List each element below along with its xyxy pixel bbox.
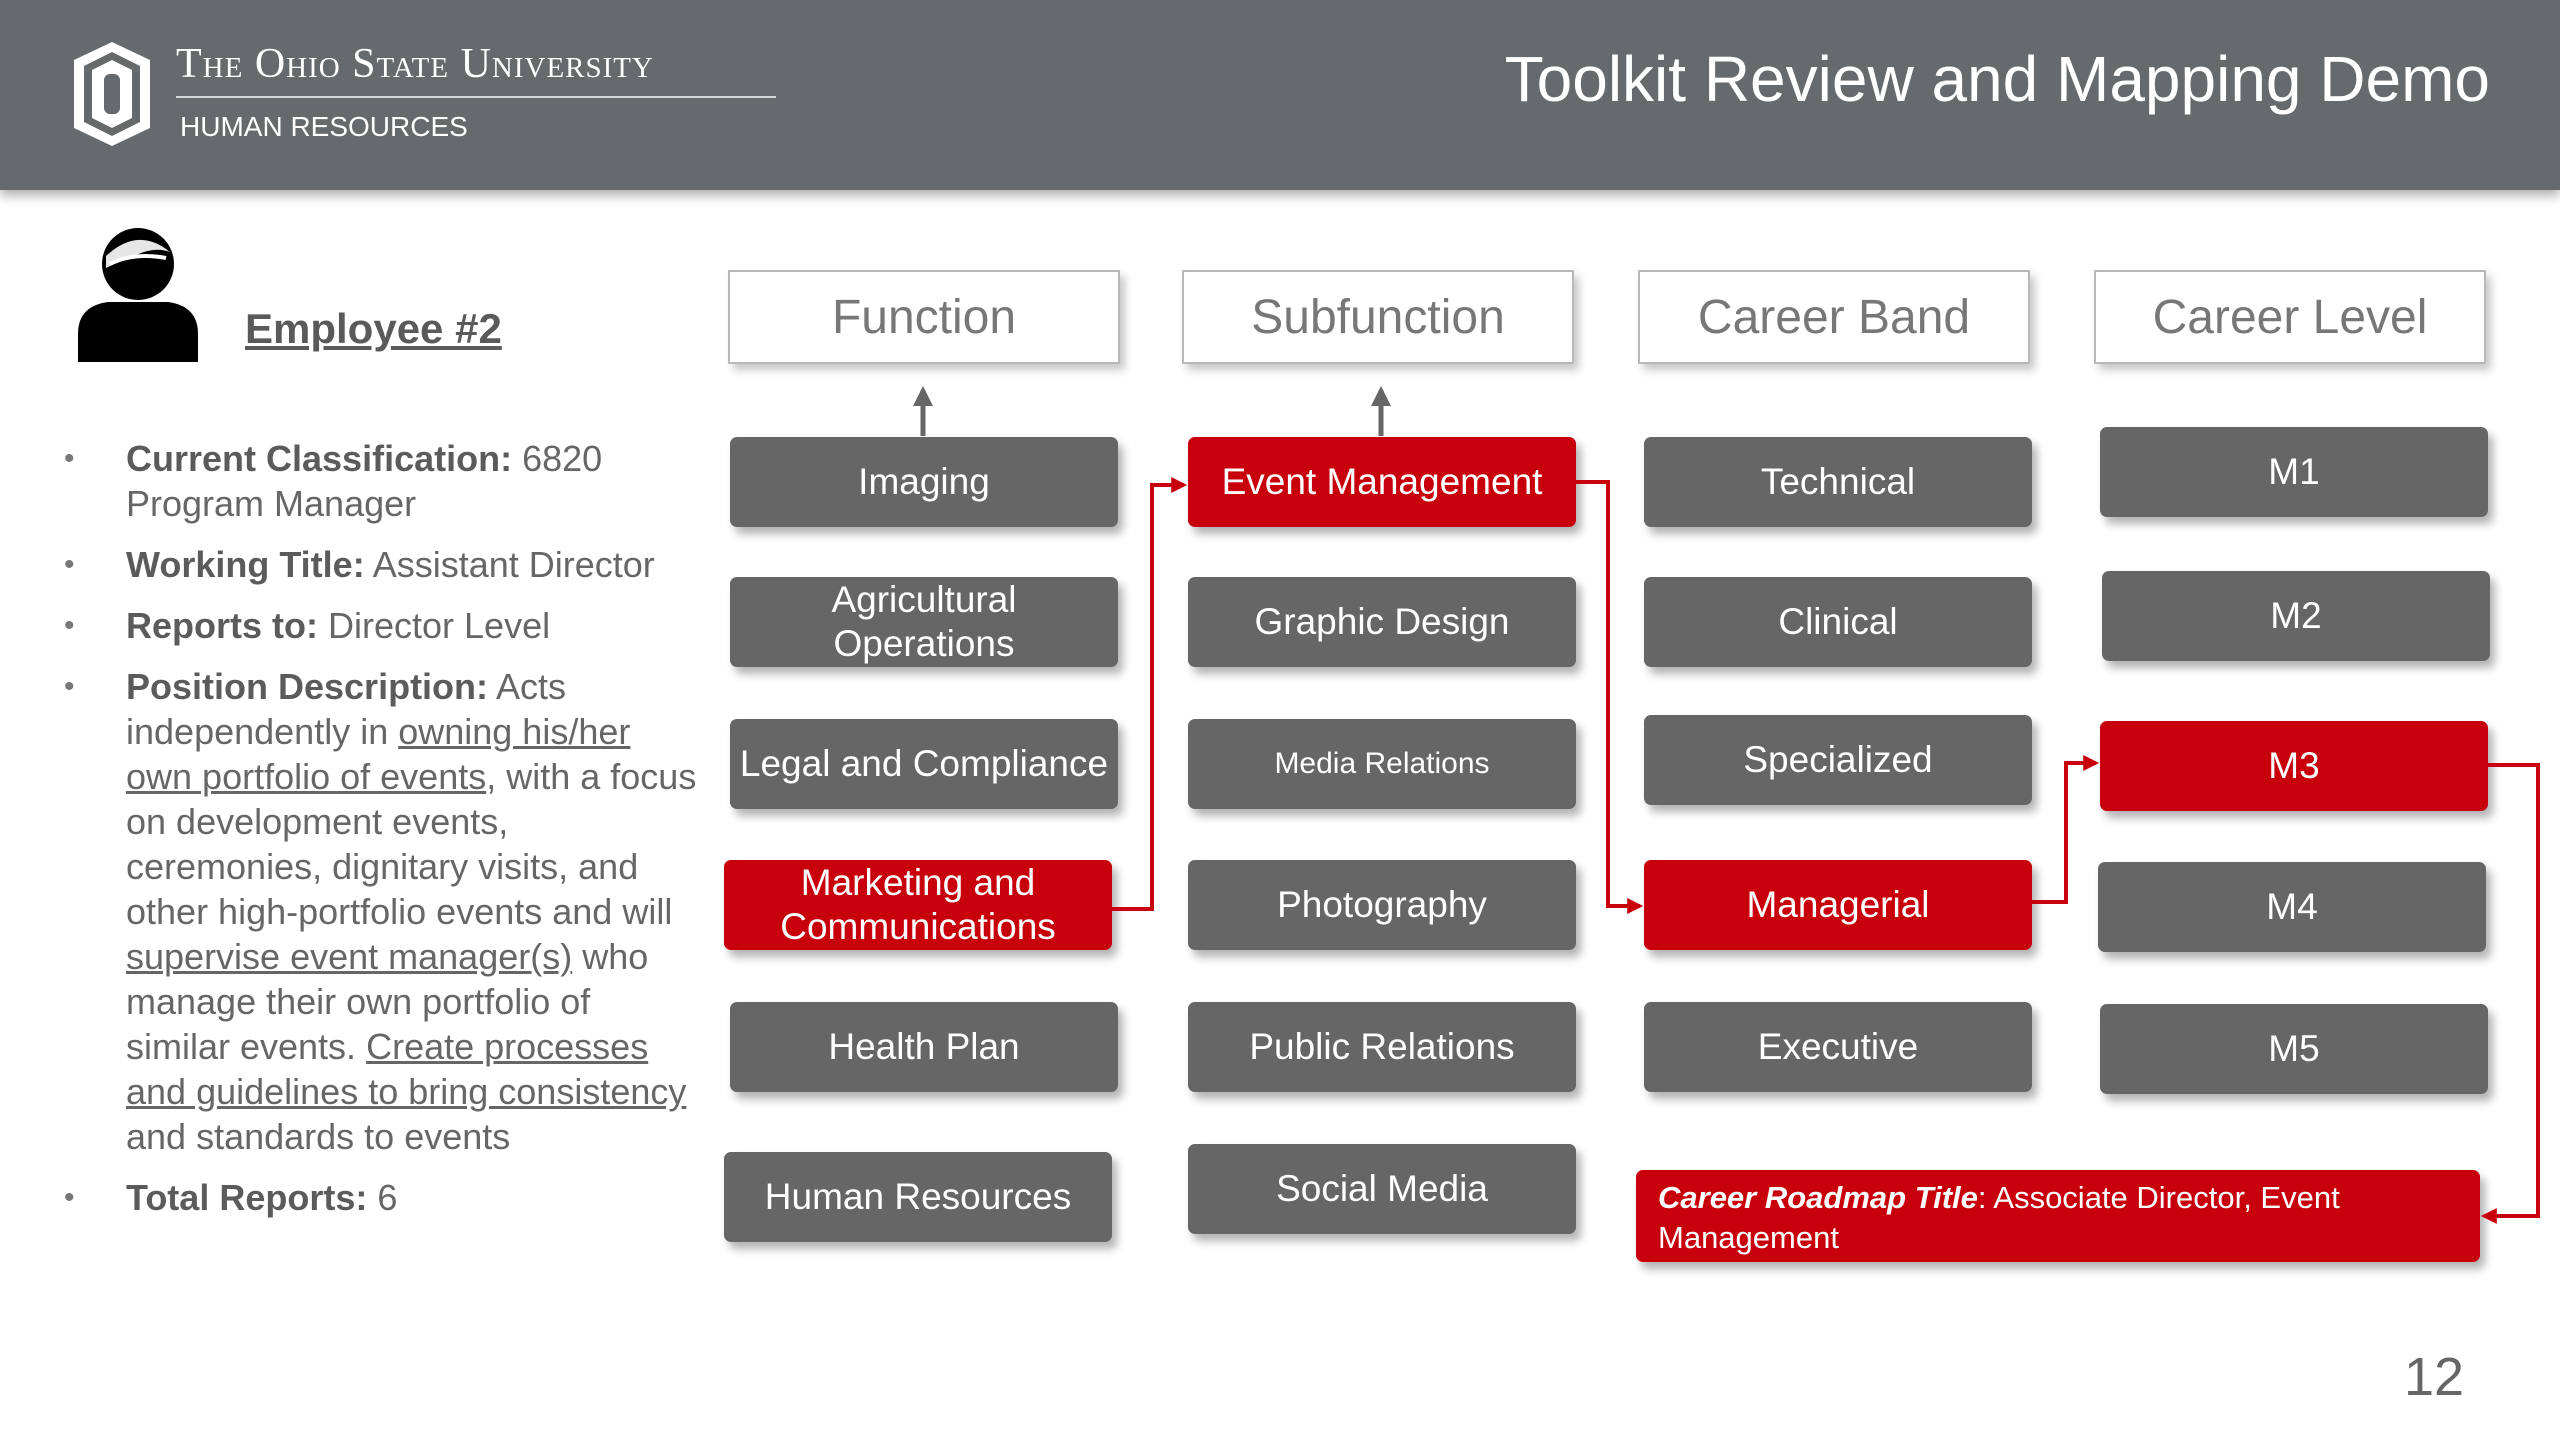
page-number: 12 xyxy=(2404,1347,2465,1407)
column-header-subfunction: Subfunction xyxy=(1182,270,1574,364)
career-level-box: M1 xyxy=(2100,427,2488,517)
detail-reports-to: • Reports to: Director Level xyxy=(60,603,700,648)
career-level-box-selected: M3 xyxy=(2100,721,2488,811)
function-box: Legal and Compliance xyxy=(730,719,1118,809)
column-header-career-band: Career Band xyxy=(1638,270,2030,364)
career-level-box: M4 xyxy=(2098,862,2486,952)
department-name: HUMAN RESOURCES xyxy=(180,111,468,142)
function-box: Agricultural Operations xyxy=(730,577,1118,667)
connector-function-to-subfunction xyxy=(1112,485,1184,909)
page-title: Toolkit Review and Mapping Demo xyxy=(1504,43,2490,115)
university-name: The Ohio State University xyxy=(176,41,654,87)
detail-current-classification: • Current Classification: 6820 Program Manager xyxy=(60,436,700,526)
subfunction-box: Public Relations xyxy=(1188,1002,1576,1092)
subfunction-box: Media Relations xyxy=(1188,719,1576,809)
career-band-box: Clinical xyxy=(1644,577,2032,667)
detail-total-reports: • Total Reports: 6 xyxy=(60,1175,700,1220)
column-header-function: Function xyxy=(728,270,1120,364)
career-level-box: M2 xyxy=(2102,571,2490,661)
career-level-box: M5 xyxy=(2100,1004,2488,1094)
subfunction-box: Graphic Design xyxy=(1188,577,1576,667)
career-roadmap-value: : Associate Director, Event Management xyxy=(1658,1180,2340,1255)
detail-position-description: • Position Description: Acts independently in owning his/her own portfolio of events, with a focus on development events, ceremonies, dignitary visits, and other high-portfolio events and will supervise event manager(s) who manage their own portfolio of similar events. Create processes and guidelines to bring consistency and standards to events xyxy=(60,664,700,1159)
subfunction-box-selected: Event Management xyxy=(1188,437,1576,527)
detail-working-title: • Working Title: Assistant Director xyxy=(60,542,700,587)
career-band-box: Technical xyxy=(1644,437,2032,527)
career-roadmap-label: Career Roadmap Title xyxy=(1658,1180,1978,1215)
function-box: Health Plan xyxy=(730,1002,1118,1092)
career-band-box: Executive xyxy=(1644,1002,2032,1092)
function-box: Imaging xyxy=(730,437,1118,527)
function-box-selected: Marketing and Communications xyxy=(724,860,1112,950)
description-highlight-portfolio: owning his/her own portfolio of events xyxy=(126,711,631,797)
description-highlight-supervise: supervise event manager(s) xyxy=(126,936,573,977)
column-header-career-level: Career Level xyxy=(2094,270,2486,364)
career-band-box-selected: Managerial xyxy=(1644,860,2032,950)
employee-label: Employee #2 xyxy=(245,305,502,352)
connector-subfunction-to-band xyxy=(1576,482,1640,906)
subfunction-box: Social Media xyxy=(1188,1144,1576,1234)
career-band-box: Specialized xyxy=(1644,715,2032,805)
connector-level-to-roadmap xyxy=(2484,765,2538,1216)
description-highlight-processes: Create processes and guidelines to bring consistency xyxy=(126,1026,687,1112)
connector-band-to-level xyxy=(2032,763,2096,902)
function-box: Human Resources xyxy=(724,1152,1112,1242)
subfunction-box: Photography xyxy=(1188,860,1576,950)
